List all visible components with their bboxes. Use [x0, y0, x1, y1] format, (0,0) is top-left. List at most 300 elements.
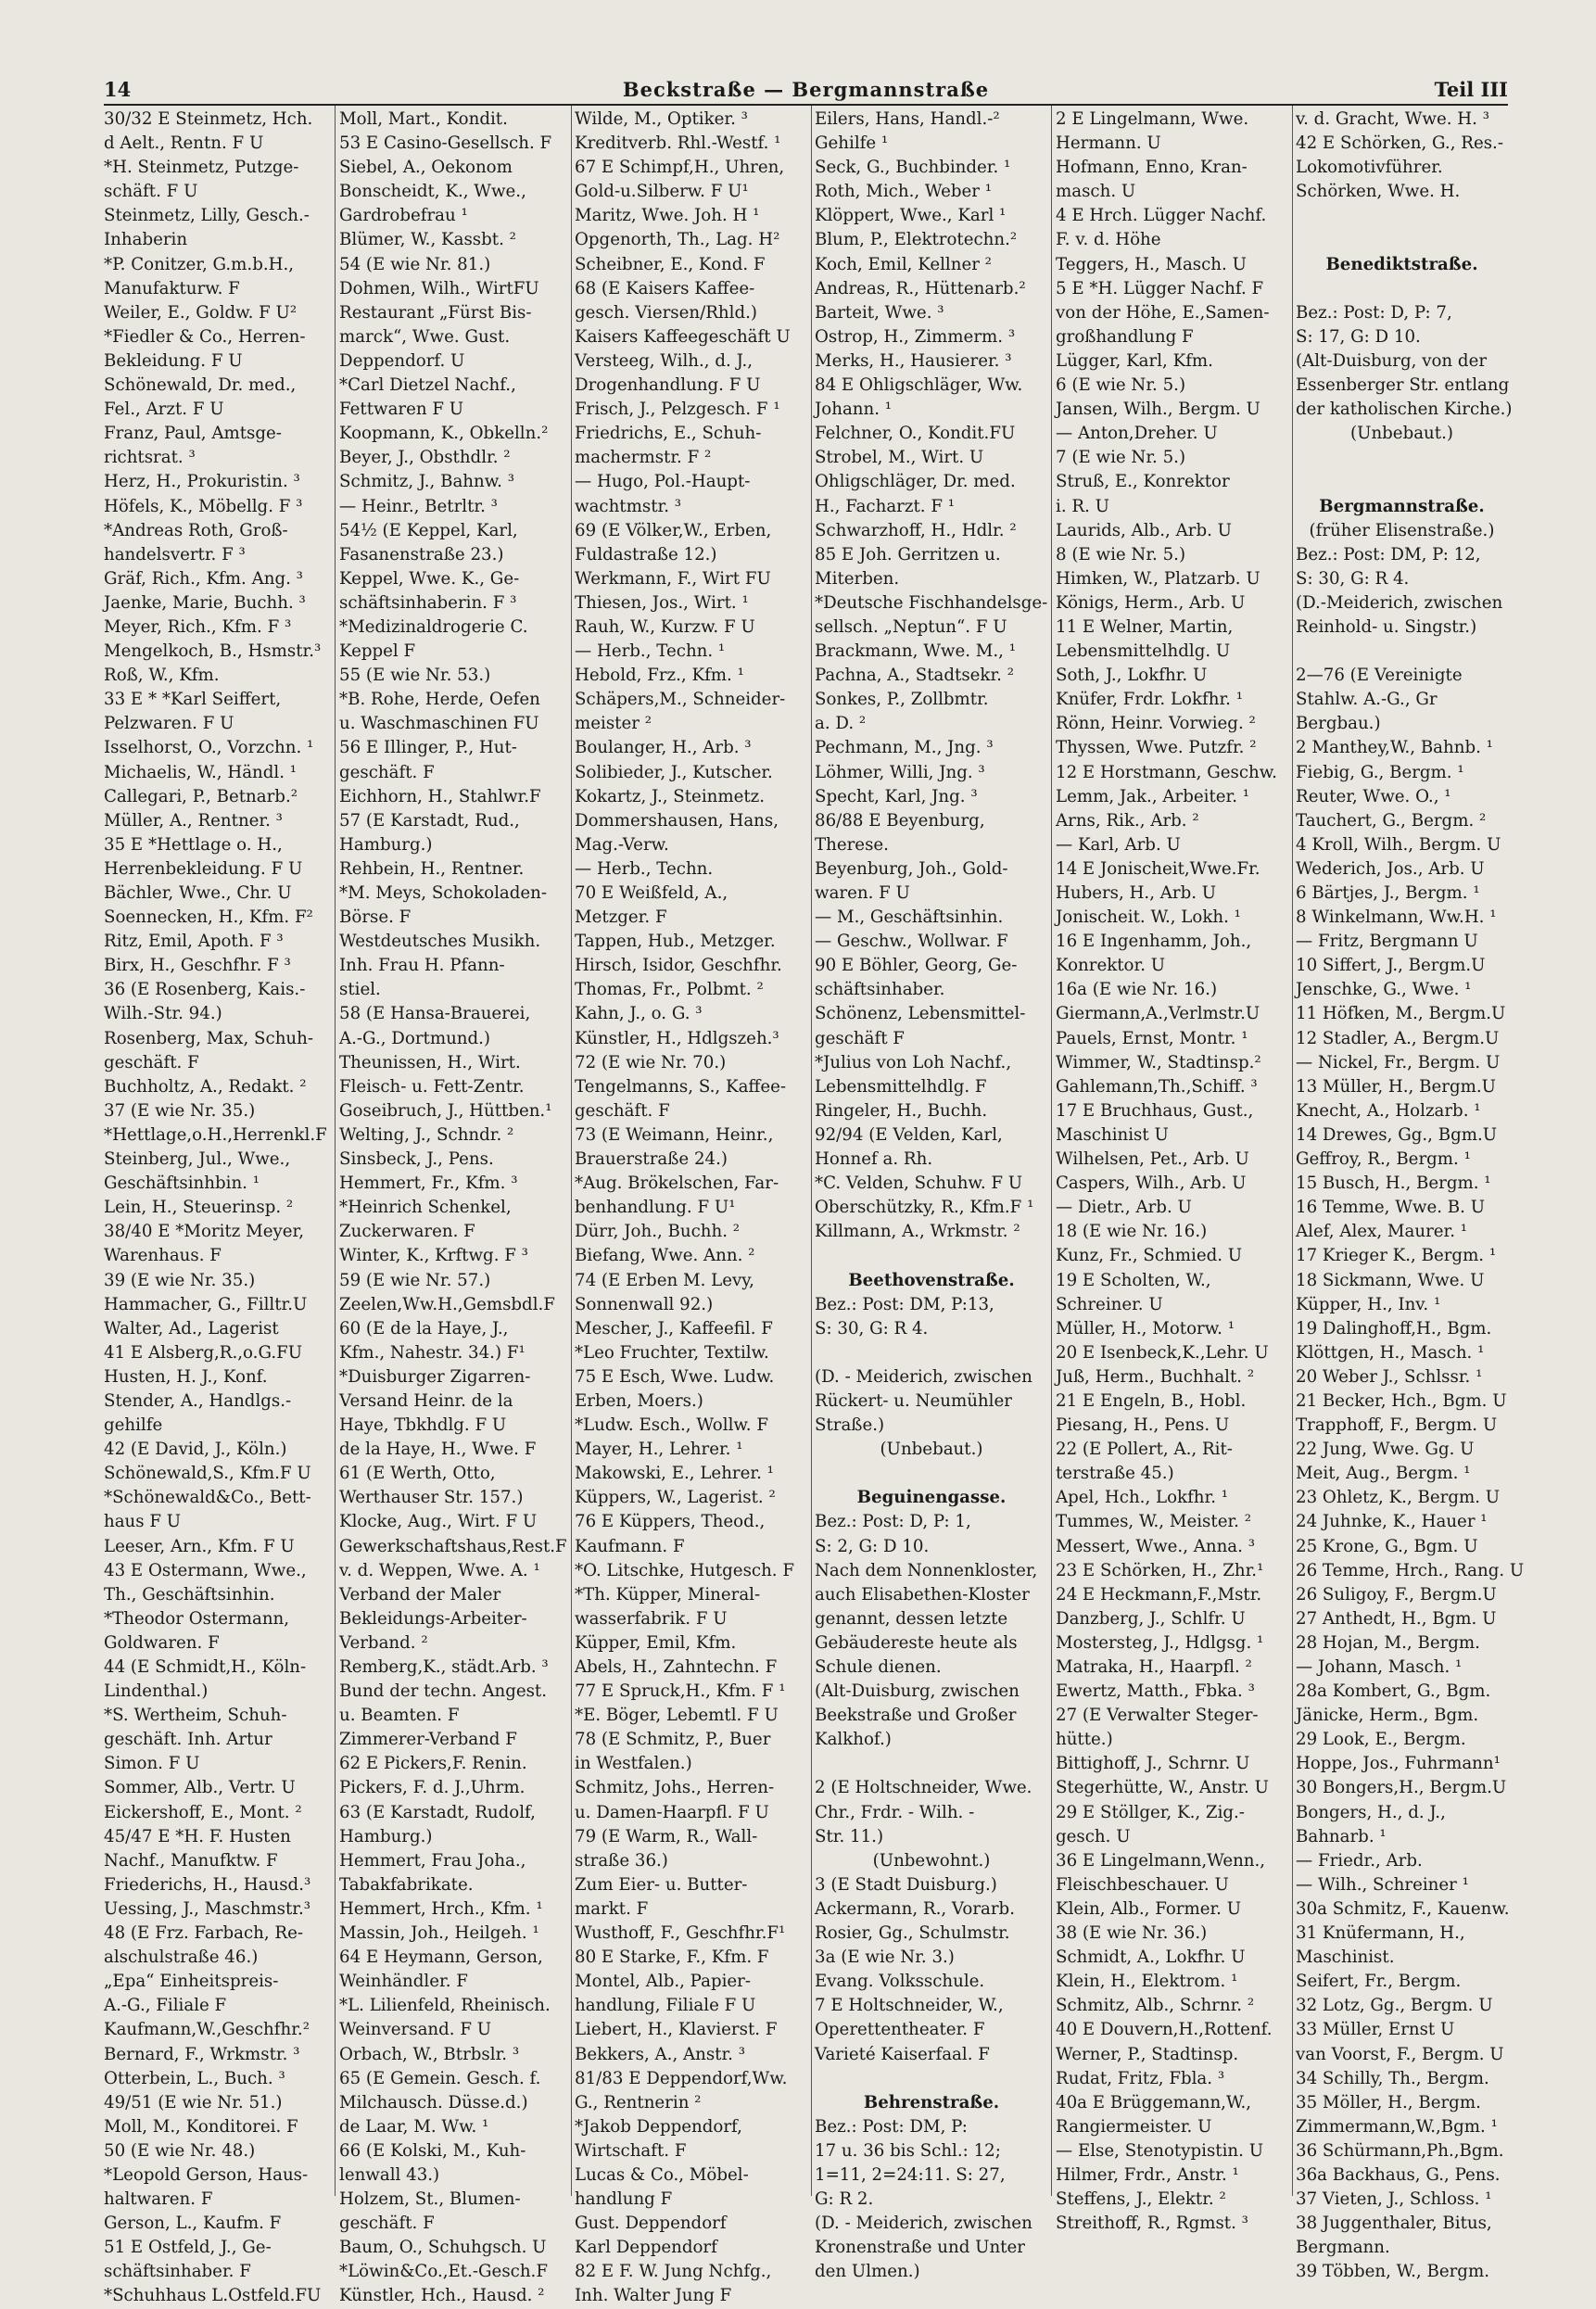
- directory-line: Pechmann, M., Jng. ³: [815, 738, 994, 758]
- directory-line: Moll, M., Konditorei. F: [104, 2116, 298, 2137]
- directory-line: Meit, Aug., Bergm. ¹: [1296, 1464, 1471, 1484]
- directory-line: Ohligschläger, Dr. med.: [815, 472, 1016, 492]
- directory-line: Konrektor. U: [1056, 956, 1166, 976]
- directory-line: G., Rentnerin ²: [575, 2092, 702, 2112]
- directory-line: Husten, H. J., Konf.: [104, 1366, 268, 1387]
- directory-line: 63 (E Karstadt, Rudolf,: [339, 1802, 536, 1822]
- directory-line: Lokomotivführer.: [1296, 158, 1443, 178]
- directory-line: 4 E Hrch. Lügger Nachf.: [1056, 206, 1267, 226]
- directory-line: Küpper, H., Inv. ¹: [1296, 1294, 1441, 1314]
- directory-line: (Alt-Duisburg, von der: [1296, 350, 1488, 371]
- directory-line: Mengelkoch, B., Hsmstr.³: [104, 641, 322, 662]
- directory-line: 59 (E wie Nr. 57.): [339, 1270, 491, 1290]
- directory-line: a. D. ²: [815, 714, 867, 734]
- directory-line: 65 (E Gemein. Gesch. f.: [339, 2068, 541, 2088]
- directory-line: *Medizinaldrogerie C.: [339, 616, 528, 637]
- directory-line: Barteit, Wwe. ³: [815, 302, 944, 323]
- directory-line: *H. Steinmetz, Putzge-: [104, 158, 299, 178]
- directory-line: 27 Anthedt, H., Bgm. U: [1296, 1608, 1497, 1629]
- directory-line: 21 Becker, Hch., Bgm. U: [1296, 1390, 1507, 1411]
- directory-line: Mostersteg, J., Hdlgsg. ¹: [1056, 1632, 1264, 1653]
- directory-line: Weinversand. F U: [339, 2020, 492, 2040]
- directory-line: Rückert- u. Neumühler: [815, 1390, 1012, 1411]
- directory-line: Str. 11.): [815, 1826, 884, 1846]
- directory-line: [815, 1341, 1048, 1365]
- directory-line: waren. F U: [815, 883, 910, 903]
- directory-line: machermstr. F ²: [575, 448, 712, 468]
- directory-line: Schäpers,M., Schneider-: [575, 690, 786, 710]
- directory-line: Orbach, W., Btrbslr. ³: [339, 2044, 520, 2064]
- column-divider: [811, 106, 812, 2196]
- directory-line: 64 E Heymann, Gerson,: [339, 1947, 543, 1968]
- directory-line: 49/51 (E wie Nr. 51.): [104, 2092, 283, 2112]
- directory-line: Maschinist U: [1056, 1124, 1169, 1145]
- directory-line: 8 Winkelmann, Ww.H. ¹: [1296, 907, 1497, 928]
- directory-line: Goseibruch, J., Hüttben.¹: [339, 1100, 552, 1121]
- directory-line: Kokartz, J., Steinmetz.: [575, 786, 766, 806]
- directory-line: Siebel, A., Oekonom: [339, 158, 513, 178]
- directory-line: (D. - Meiderich, zwischen: [815, 1366, 1032, 1387]
- directory-line: Hamburg.): [339, 834, 433, 855]
- directory-line: 67 E Schimpf,H., Uhren,: [575, 158, 785, 178]
- directory-line: 55 (E wie Nr. 53.): [339, 666, 491, 686]
- directory-line: 20 E Isenbeck,K.,Lehr. U: [1056, 1342, 1269, 1363]
- directory-line: Kalkhof.): [815, 1730, 892, 1750]
- directory-line: Eilers, Hans, Handl.-²: [815, 109, 1000, 129]
- directory-line: hütte.): [1056, 1730, 1113, 1750]
- directory-line: Walter, Ad., Lagerist: [104, 1318, 279, 1338]
- directory-line: Keppel, Wwe. K., Ge-: [339, 568, 520, 589]
- directory-line: Matraka, H., Haarpfl. ²: [1056, 1657, 1252, 1677]
- directory-line: Miterben.: [815, 568, 900, 589]
- column-2: [339, 108, 568, 2306]
- directory-line: Werkmann, F., Wirt FU: [575, 568, 771, 589]
- directory-line: 30a Schmitz, F., Kauenw.: [1296, 1898, 1510, 1919]
- directory-line: Lemm, Jak., Arbeiter. ¹: [1056, 786, 1250, 806]
- directory-line: 16 E Ingenhamm, Joh.,: [1056, 932, 1252, 952]
- directory-line: 3a (E wie Nr. 3.): [815, 1947, 955, 1968]
- directory-line: Schule dienen.: [815, 1657, 942, 1677]
- directory-line: Varieté Kaiserfaal. F: [815, 2044, 990, 2064]
- column-3: [575, 108, 808, 2306]
- directory-line: 74 (E Erben M. Levy,: [575, 1270, 754, 1290]
- directory-line: Tauchert, G., Bergm. ²: [1296, 810, 1487, 831]
- directory-line: Ewertz, Matth., Fbka. ³: [1056, 1681, 1255, 1702]
- directory-line: Reuter, Wwe. O., ¹: [1296, 786, 1451, 806]
- directory-line: Frisch, J., Pelzgesch. F ¹: [575, 400, 780, 420]
- directory-line: Dürr, Joh., Buchh. ²: [575, 1222, 741, 1242]
- directory-line: Löhmer, Willi, Jng. ³: [815, 762, 985, 782]
- directory-line: (Unbebaut.): [880, 1440, 983, 1460]
- directory-line: Tummes, W., Meister. ²: [1056, 1512, 1252, 1532]
- directory-line: 86/88 E Beyenburg,: [815, 810, 985, 831]
- directory-line: *S. Wertheim, Schuh-: [104, 1706, 287, 1726]
- directory-line: Hammacher, G., Filltr.U: [104, 1294, 308, 1314]
- directory-line: 25 Krone, G., Bgm. U: [1296, 1536, 1478, 1556]
- directory-line: Gräf, Rich., Kfm. Ang. ³: [104, 568, 303, 589]
- directory-line: genannt, dessen letzte: [815, 1608, 1008, 1629]
- directory-line: der katholischen Kirche.): [1296, 400, 1513, 420]
- directory-line: Fuldastraße 12.): [575, 544, 717, 565]
- directory-line: Inh. Walter Jung F: [575, 2286, 732, 2306]
- directory-line: schäftsinhaber.: [815, 980, 945, 1000]
- directory-line: alschulstraße 46.): [104, 1947, 259, 1968]
- directory-line: 21 E Engeln, B., Hobl.: [1056, 1390, 1247, 1411]
- directory-line: Massin, Joh., Heilgeh. ¹: [339, 1923, 539, 1944]
- directory-line: Johann. ¹: [815, 400, 893, 420]
- directory-line: 2 (E Holtschneider, Wwe.: [815, 1778, 1032, 1798]
- directory-line: Tengelmanns, S., Kaffee-: [575, 1076, 787, 1097]
- directory-line: *Aug. Brökelschen, Far-: [575, 1174, 779, 1194]
- directory-line: H., Facharzt. F ¹: [815, 496, 956, 516]
- directory-line: Jansen, Wilh., Bergm. U: [1056, 400, 1260, 420]
- directory-line: Himken, W., Platzarb. U: [1056, 568, 1260, 589]
- directory-line: — M., Geschäftsinhin.: [815, 907, 1004, 928]
- directory-line: Pelzwaren. F U: [104, 714, 234, 734]
- directory-line: Nachf., Manufktw. F: [104, 1850, 278, 1871]
- directory-line: 56 E Illinger, P., Hut-: [339, 738, 517, 758]
- directory-line: 36 E Lingelmann,Wenn.,: [1056, 1850, 1266, 1871]
- directory-line: 36 (E Rosenberg, Kais.-: [104, 980, 306, 1000]
- directory-line: Brackmann, Wwe. M., ¹: [815, 641, 1017, 662]
- directory-line: Franz, Paul, Amtsge-: [104, 424, 282, 444]
- directory-line: [1296, 640, 1508, 664]
- directory-line: Drogenhandlung. F U: [575, 375, 761, 396]
- directory-line: u. Beamten. F: [339, 1706, 460, 1726]
- directory-line: *Andreas Roth, Groß-: [104, 520, 288, 540]
- directory-line: 43 E Ostermann, Wwe.,: [104, 1560, 307, 1580]
- directory-line: Bez.: Post: DM, P:13,: [815, 1294, 994, 1314]
- directory-line: *Duisburger Zigarren-: [339, 1366, 531, 1387]
- directory-line: Westdeutsches Musikh.: [339, 932, 541, 952]
- directory-line: F. v. d. Höhe: [1056, 230, 1161, 250]
- directory-line: 92/94 (E Velden, Karl,: [815, 1124, 1003, 1145]
- directory-line: Stender, A., Handlgs.-: [104, 1390, 292, 1411]
- directory-line: Apel, Hch., Lokfhr. ¹: [1056, 1488, 1229, 1508]
- directory-line: von der Höhe, E.,Samen-: [1056, 302, 1270, 323]
- directory-line: Ostrop, H., Zimmerm. ³: [815, 326, 1016, 347]
- directory-line: Ritz, Emil, Apoth. F ³: [104, 932, 284, 952]
- directory-line: Meyer, Rich., Kfm. F ³: [104, 616, 292, 637]
- directory-line: *Fiedler & Co., Herren-: [104, 326, 306, 347]
- directory-line: 80 E Starke, F., Kfm. F: [575, 1947, 769, 1968]
- directory-line: Thomas, Fr., Polbmt. ²: [575, 980, 764, 1000]
- directory-line: 19 E Scholten, W.,: [1056, 1270, 1211, 1290]
- directory-line: Straße.): [815, 1415, 885, 1436]
- directory-line: Bonscheidt, K., Wwe.,: [339, 182, 526, 202]
- directory-line: Hermann. U: [1056, 133, 1161, 154]
- directory-line: 31 Knüfermann, H.,: [1296, 1923, 1465, 1944]
- directory-line: 26 Suligoy, F., Bergm.U: [1296, 1584, 1497, 1605]
- directory-line: Reinhold- u. Singstr.): [1296, 616, 1477, 637]
- directory-line: Welting, J., Schndr. ²: [339, 1124, 514, 1145]
- directory-line: wasserfabrik. F U: [575, 1608, 728, 1629]
- directory-line: 7 (E wie Nr. 5.): [1056, 448, 1186, 468]
- directory-line: Gust. Deppendorf: [575, 2214, 727, 2234]
- directory-line: Liebert, H., Klavierst. F: [575, 2020, 778, 2040]
- directory-line: haltwaren. F: [104, 2189, 213, 2210]
- directory-line: Holzem, St., Blumen-: [339, 2189, 521, 2210]
- directory-line: 32 Lotz, Gg., Bergm. U: [1296, 1996, 1493, 2016]
- directory-line: Sinsbeck, J., Pens.: [339, 1149, 494, 1170]
- directory-line: 18 Sickmann, Wwe. U: [1296, 1270, 1485, 1290]
- directory-line: 2 Manthey,W., Bahnb. ¹: [1296, 738, 1493, 758]
- directory-line: Killmann, A., Wrkmstr. ²: [815, 1222, 1020, 1242]
- directory-line: geschäft. Inh. Artur: [104, 1730, 272, 1750]
- directory-line: Jaenke, Marie, Buchh. ³: [104, 592, 306, 613]
- directory-line: 28 Hojan, M., Bergm.: [1296, 1632, 1480, 1653]
- directory-line: Wimmer, W., Stadtinsp.²: [1056, 1052, 1261, 1072]
- directory-line: *Heinrich Schenkel,: [339, 1198, 512, 1218]
- directory-line: *P. Conitzer, G.m.b.H.,: [104, 254, 295, 274]
- directory-line: Knüfer, Frdr. Lokfhr. ¹: [1056, 690, 1244, 710]
- directory-line: 30 Bongers,H., Bergm.U: [1296, 1778, 1507, 1798]
- directory-line: 2—76 (E Vereinigte: [1296, 666, 1463, 686]
- directory-line: Zeelen,Ww.H.,Gemsbdl.F: [339, 1294, 555, 1314]
- directory-line: handelsvertr. F ³: [104, 544, 246, 565]
- directory-line: S: 2, G: D 10.: [815, 1536, 930, 1556]
- directory-line: G: R 2.: [815, 2189, 874, 2210]
- directory-line: Kfm., Nahestr. 34.) F¹: [339, 1342, 526, 1363]
- directory-line: (Unbebaut.): [1350, 424, 1453, 444]
- directory-line: Teggers, H., Masch. U: [1056, 254, 1247, 274]
- directory-line: Gahlemann,Th.,Schiff. ³: [1056, 1076, 1258, 1097]
- directory-line: Rauh, W., Kurzw. F U: [575, 616, 755, 637]
- directory-line: Börse. F: [339, 907, 412, 928]
- directory-line: Solibieder, J., Kutscher.: [575, 762, 773, 782]
- directory-line: *C. Velden, Schuhw. F U: [815, 1174, 1023, 1194]
- directory-line: 33 E * *Karl Seiffert,: [104, 690, 282, 710]
- directory-line: Deppendorf. U: [339, 350, 465, 371]
- directory-line: 51 E Ostfeld, J., Ge-: [104, 2238, 272, 2258]
- directory-line: 14 E Jonischeit,Wwe.Fr.: [1056, 858, 1260, 879]
- directory-line: Müller, H., Motorw. ¹: [1056, 1318, 1235, 1338]
- directory-line: 19 Dalinghoff,H., Bgm.: [1296, 1318, 1492, 1338]
- directory-line: Pachna, A., Stadtsekr. ²: [815, 666, 1014, 686]
- directory-line: Struß, E., Konrektor: [1056, 472, 1230, 492]
- directory-line: Wilde, M., Optiker. ³: [575, 109, 748, 129]
- directory-line: 37 Vieten, J., Schloss. ¹: [1296, 2189, 1492, 2210]
- directory-line: Hofmann, Enno, Kran-: [1056, 158, 1248, 178]
- directory-line: Alef, Alex, Maurer. ¹: [1296, 1222, 1468, 1242]
- directory-line: 1=11, 2=24:11. S: 27,: [815, 2164, 1006, 2185]
- directory-line: *Deutsche Fischhandelsge-: [815, 592, 1048, 613]
- directory-line: Weiler, E., Goldw. F U²: [104, 302, 298, 323]
- directory-line: Hemmert, Frau Joha.,: [339, 1850, 526, 1871]
- directory-line: Manufakturw. F: [104, 278, 240, 298]
- directory-line: Bahnarb. ¹: [1296, 1826, 1387, 1846]
- directory-line: Moll, Mart., Kondit.: [339, 109, 508, 129]
- directory-line: 42 (E David, J., Köln.): [104, 1440, 287, 1460]
- directory-line: 81/83 E Deppendorf,Ww.: [575, 2068, 788, 2088]
- directory-line: Schmitz, J., Bahnw. ³: [339, 472, 514, 492]
- directory-line: Restaurant „Fürst Bis-: [339, 302, 532, 323]
- directory-line: 35 Möller, H., Bergm.: [1296, 2092, 1481, 2112]
- directory-line: marck“, Wwe. Gust.: [339, 326, 511, 347]
- directory-line: Rosier, Gg., Schulmstr.: [815, 1923, 1010, 1944]
- directory-line: Verband. ²: [339, 1632, 428, 1653]
- directory-line: Klocke, Aug., Wirt. F U: [339, 1512, 538, 1532]
- directory-line: meister ²: [575, 714, 652, 734]
- directory-line: Koch, Emil, Kellner ²: [815, 254, 992, 274]
- directory-line: 7 E Holtschneider, W.,: [815, 1996, 1004, 2016]
- directory-line: 75 E Esch, Wwe. Ludw.: [575, 1366, 775, 1387]
- directory-line: Trapphoff, F., Bergm. U: [1296, 1415, 1498, 1436]
- directory-line: Schönenz, Lebensmittel-: [815, 1004, 1026, 1024]
- directory-line: Steinberg, Jul., Wwe.,: [104, 1149, 291, 1170]
- directory-line: Tappen, Hub., Metzger.: [575, 932, 776, 952]
- directory-line: Blümer, W., Kassbt. ²: [339, 230, 516, 250]
- directory-line: Steffens, J., Elektr. ²: [1056, 2189, 1226, 2210]
- directory-line: Hebold, Frz., Kfm. ¹: [575, 666, 744, 686]
- directory-line: 11 Höfken, M., Bergm.U: [1296, 1004, 1506, 1024]
- page-number: 14: [104, 78, 132, 101]
- directory-line: in Westfalen.): [575, 1754, 692, 1774]
- directory-line: 12 Stadler, A., Bergm.U: [1296, 1028, 1500, 1048]
- column-4: [815, 108, 1048, 2282]
- directory-line: 30/32 E Steinmetz, Hch.: [104, 109, 313, 129]
- directory-line: Brauerstraße 24.): [575, 1149, 728, 1170]
- directory-line: Caspers, Wilh., Arb. U: [1056, 1174, 1247, 1194]
- directory-line: Uessing, J., Maschmstr.³: [104, 1898, 311, 1919]
- directory-line: (D.-Meiderich, zwischen: [1296, 592, 1503, 613]
- directory-line: Inhaberin: [104, 230, 188, 250]
- directory-line: Remberg,K., städt.Arb. ³: [339, 1657, 549, 1677]
- directory-line: [815, 1244, 1048, 1268]
- directory-line: geschäft. F: [339, 762, 435, 782]
- directory-line: 17 Krieger K., Bergm. ¹: [1296, 1246, 1497, 1266]
- directory-line: Gold-u.Silberw. F U¹: [575, 182, 749, 202]
- directory-line: Schmitz, Johs., Herren-: [575, 1778, 775, 1798]
- directory-line: Winter, K., Krftwg. F ³: [339, 1246, 528, 1266]
- directory-line: de Laar, M. Ww. ¹: [339, 2116, 489, 2137]
- directory-line: Zuckerwaren. F: [339, 1222, 475, 1242]
- column-divider: [1292, 106, 1293, 2196]
- directory-line: Operettentheater. F: [815, 2020, 985, 2040]
- directory-line: schäftsinhaberin. F ³: [339, 592, 517, 613]
- directory-line: Abels, H., Zahntechn. F: [575, 1657, 778, 1677]
- directory-line: „Epa“ Einheitspreis-: [104, 1972, 279, 1992]
- directory-line: Fettwaren F U: [339, 400, 464, 420]
- directory-line: 72 (E wie Nr. 70.): [575, 1052, 727, 1072]
- directory-line: großhandlung F: [1056, 326, 1194, 347]
- directory-line: 28a Kombert, G., Bgm.: [1296, 1681, 1491, 1702]
- directory-line: 17 u. 36 bis Schl.: 12;: [815, 2140, 1001, 2161]
- directory-line: Knecht, A., Holzarb. ¹: [1296, 1100, 1481, 1121]
- directory-line: 85 E Joh. Gerritzen u.: [815, 544, 1001, 565]
- directory-line: (D. - Meiderich, zwischen: [815, 2214, 1032, 2234]
- directory-line: lenwall 43.): [339, 2164, 440, 2185]
- directory-line: [1296, 204, 1508, 228]
- directory-line: Metzger. F: [575, 907, 667, 928]
- column-divider: [1051, 106, 1052, 2196]
- directory-line: Rönn, Heinr. Vorwieg. ²: [1056, 714, 1256, 734]
- directory-line: richtsrat. ³: [104, 448, 196, 468]
- directory-line: Birx, H., Geschfhr. F ³: [104, 956, 291, 976]
- directory-line: masch. U: [1056, 182, 1136, 202]
- directory-line: — Hugo, Pol.-Haupt-: [575, 472, 751, 492]
- directory-line: *L. Lilienfeld, Rheinisch.: [339, 1996, 551, 2016]
- directory-line: S: 30, G: R 4.: [815, 1318, 929, 1338]
- directory-line: Königs, Herm., Arb. U: [1056, 592, 1246, 613]
- directory-line: Schörken, Wwe. H.: [1296, 182, 1461, 202]
- street-heading: Beethovenstraße.: [848, 1270, 1015, 1290]
- directory-line: Weinhändler. F: [339, 1972, 468, 1992]
- directory-line: *Th. Küpper, Mineral-: [575, 1584, 761, 1605]
- directory-line: Versteeg, Wilh., d. J.,: [575, 350, 754, 371]
- directory-line: Eickershoff, E., Mont. ²: [104, 1802, 302, 1822]
- directory-line: 8 (E wie Nr. 5.): [1056, 544, 1186, 565]
- directory-line: Soth, J., Lokfhr. U: [1056, 666, 1208, 686]
- directory-line: Wilhelsen, Pet., Arb. U: [1056, 1149, 1249, 1170]
- street-heading: Beguinengasse.: [856, 1488, 1007, 1508]
- directory-line: Schönewald, Dr. med.,: [104, 375, 297, 396]
- directory-line: 5 E *H. Lügger Nachf. F: [1056, 278, 1264, 298]
- directory-line: markt. F: [575, 1898, 649, 1919]
- directory-line: *Löwin&Co.,Et.-Gesch.F: [339, 2262, 548, 2282]
- directory-line: 29 Look, E., Bergm.: [1296, 1730, 1466, 1750]
- directory-line: 73 (E Weimann, Heinr.,: [575, 1124, 774, 1145]
- directory-line: Buchholtz, A., Redakt. ²: [104, 1076, 307, 1097]
- directory-line: *Jakob Deppendorf,: [575, 2116, 742, 2137]
- directory-line: Seifert, Fr., Bergm.: [1296, 1972, 1462, 1992]
- directory-line: 39 (E wie Nr. 35.): [104, 1270, 256, 1290]
- directory-line: Sonkes, P., Zollbmtr.: [815, 690, 989, 710]
- directory-line: Roß, W., Kfm.: [104, 666, 220, 686]
- directory-line: Koopmann, K., Obkelln.²: [339, 424, 549, 444]
- directory-line: 57 (E Karstadt, Rud.,: [339, 810, 520, 831]
- directory-line: Lügger, Karl, Kfm.: [1056, 350, 1213, 371]
- directory-line: 45/47 E *H. F. Husten: [104, 1826, 291, 1846]
- directory-line: *M. Meys, Schokoladen-: [339, 883, 548, 903]
- directory-line: 3 (E Stadt Duisburg.): [815, 1874, 997, 1895]
- directory-line: Künstler, H., Hdlgszeh.³: [575, 1028, 779, 1048]
- directory-line: Kunz, Fr., Schmied. U: [1056, 1246, 1243, 1266]
- directory-line: (Alt-Duisburg, zwischen: [815, 1681, 1020, 1702]
- directory-line: Kahn, J., o. G. ³: [575, 1004, 703, 1024]
- directory-line: Werthauser Str. 157.): [339, 1488, 524, 1508]
- directory-line: Versand Heinr. de la: [339, 1390, 513, 1411]
- directory-line: 40 E Douvern,H.,Rottenf.: [1056, 2020, 1273, 2040]
- directory-line: Streithoff, R., Rgmst. ³: [1056, 2214, 1248, 2234]
- directory-line: Tabakfabrikate.: [339, 1874, 474, 1895]
- directory-line: Merks, H., Hausierer. ³: [815, 350, 1012, 371]
- directory-line: — Herb., Techn. ¹: [575, 641, 726, 662]
- directory-line: 44 (E Schmidt,H., Köln-: [104, 1657, 307, 1677]
- directory-line: 68 (E Kaisers Kaffee-: [575, 278, 755, 298]
- directory-line: *E. Böger, Lebemtl. F U: [575, 1706, 779, 1726]
- directory-line: *Carl Dietzel Nachf.,: [339, 375, 516, 396]
- directory-line: S: 17, G: D 10.: [1296, 326, 1421, 347]
- directory-line: 37 (E wie Nr. 35.): [104, 1100, 256, 1121]
- directory-line: Bez.: Post: D, P: 7,: [1296, 302, 1452, 323]
- directory-line: 6 Bärtjes, J., Bergm. ¹: [1296, 883, 1480, 903]
- directory-line: haus F U: [104, 1512, 182, 1532]
- directory-line: [1296, 228, 1508, 252]
- directory-line: 50 (E wie Nr. 48.): [104, 2140, 256, 2161]
- directory-line: auch Elisabethen-Kloster: [815, 1584, 1030, 1605]
- directory-line: Arns, Rik., Arb. ²: [1056, 810, 1199, 831]
- directory-line: Bund der techn. Angest.: [339, 1681, 548, 1702]
- directory-line: — Friedr., Arb.: [1296, 1850, 1423, 1871]
- directory-line: Verband der Maler: [339, 1584, 501, 1605]
- part-label: Teil III: [1434, 78, 1508, 101]
- directory-line: 35 E *Hettlage o. H.,: [104, 834, 283, 855]
- directory-line: Felchner, O., Kondit.FU: [815, 424, 1016, 444]
- directory-line: Hamburg.): [339, 1826, 433, 1846]
- street-heading: Behrenstraße.: [863, 2092, 1000, 2112]
- directory-line: Geffroy, R., Bergm. ¹: [1296, 1149, 1471, 1170]
